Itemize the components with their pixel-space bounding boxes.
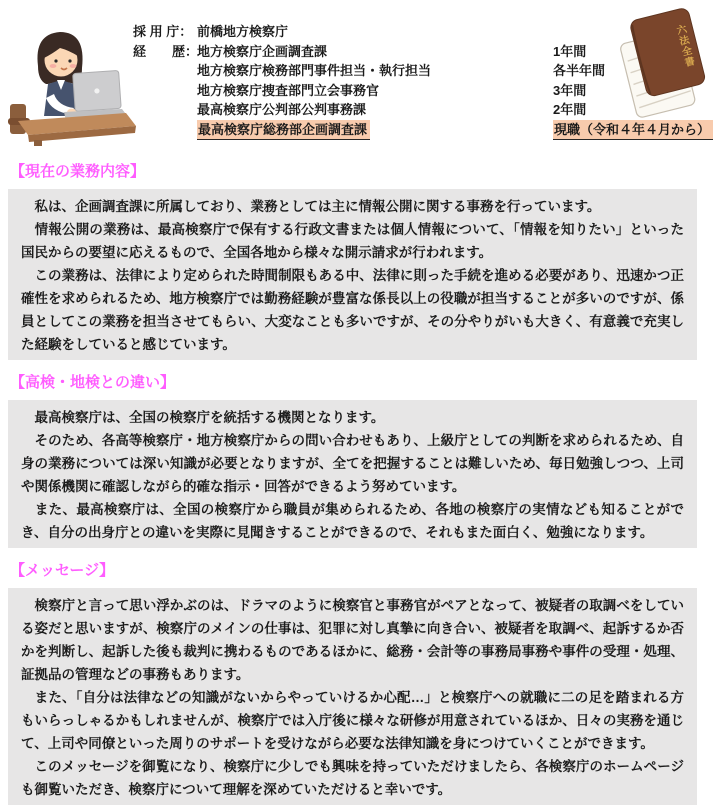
paragraph: 最高検察庁は、全国の検察庁を統括する機関となります。 [21, 410, 385, 425]
paragraph: また、「自分は法律などの知識がないからやっていけるか心配…」と検察庁への就職に二の足を踏まれる方もいらっしゃるかもしれませんが、検察庁では入庁後に様々な研修が用意されているほか、日々の実務を通じて、上司や同僚といった周りのサポートを受けながら必要な法律知識を身につけていくことができます。 [21, 690, 684, 751]
section-title: 【現在の業務内容】 [10, 163, 146, 180]
section-current-duties [8, 162, 697, 360]
law-book-graphic [614, 8, 718, 126]
paragraph: 私は、企画調査課に所属しており、業務としては主に情報公開に関する事務を行っています。 [21, 199, 601, 214]
woman-at-laptop-illustration [8, 20, 138, 146]
section-box [8, 588, 697, 805]
recruit-office-value: 前橋地方検察庁 [197, 24, 289, 39]
paragraph: また、最高検察庁は、全国の検察庁から職員が集められるため、各地の検察庁の実情なども知ることができ、自分の出身庁との違いを実際に見聞きすることができるので、それもまた面白く、勉強になります。 [21, 502, 684, 540]
career-post: 地方検察庁企画調査課 [197, 43, 328, 59]
career-post: 地方検察庁検務部門事件担当・執行担当 [197, 63, 432, 78]
section-box [8, 189, 697, 360]
section-box [8, 400, 697, 548]
paragraph: 情報公開の業務は、最高検察庁で保有する行政文書または個人情報について、「情報を知りたい」といった国民からの要望に応えるもので、全国各地から様々な開示請求が行われます。 [21, 222, 684, 260]
blush-left [50, 64, 57, 68]
section-message [8, 561, 697, 805]
section-title: 【高検・地検との違い】 [10, 374, 176, 391]
eye-right [68, 59, 71, 62]
current-post-highlight: 最高検察庁総務部企画調査課 [197, 120, 370, 141]
profile-header [0, 0, 720, 158]
career-post-current [197, 120, 553, 141]
career-duration: 2年間 [553, 102, 587, 117]
paragraph: そのため、各高等検察庁・地方検察庁からの問い合わせもあり、上級庁としての判断を求められるため、自身の業務については深い知識が必要となりますが、全てを把握することは難しいため、毎日勉強しつつ、上司や関係機関に確認しながら的確な指示・回答ができるよう努めています。 [21, 433, 684, 494]
current-duration-highlight: 現職（令和４年４月から） [553, 120, 713, 141]
law-book-illustration [614, 8, 718, 126]
section-difference [8, 373, 697, 548]
career-label: 経 歴： [133, 43, 199, 59]
recruit-office-label: 採 用 庁： [133, 24, 193, 39]
career-post: 最高検察庁公判部公判事務課 [197, 102, 367, 117]
eye-left [54, 59, 57, 62]
career-duration: 各半年間 [553, 63, 606, 78]
career-post: 地方検察庁捜査部門立会事務官 [197, 82, 380, 98]
career-duration: 3年間 [553, 82, 587, 98]
career-duration: 1年間 [553, 43, 587, 59]
blush-right [70, 64, 77, 68]
paragraph: この業務は、法律により定められた時間制限もある中、法律に則った手続を進める必要があり、迅速かつ正確性を求められるため、地方検察庁では勤務経験が豊富な係長以上の役職が担当することが多いのですが、係員としてこの業務を担当させてもらい、大変なことも多いですが、その分やりがいも大きく、有意義で充実した経験をしていると感じています。 [21, 268, 684, 352]
section-title: 【メッセージ】 [10, 562, 115, 579]
book-title: 六法全書 [673, 23, 695, 70]
laptop [73, 70, 122, 111]
paragraph: 検察庁と言って思い浮かぶのは、ドラマのように検察官と事務官がペアとなって、被疑者の取調べをしている姿だと思いますが、検察庁のメインの仕事は、犯罪に対し真摯に向き合い、被疑者を取調べ、起訴するか否かを判断し、起訴した後も裁判に携わるものであるほかに、総務・会計等の事務局事務や事件の受理・処理、証拠品の管理などの事務もあります。 [21, 598, 684, 682]
paragraph: このメッセージを御覧になり、検察庁に少しでも興味を持っていただけましたら、各検察庁のホームページも御覧いただき、検察庁について理解を深めていただけると幸いです。 [21, 759, 684, 797]
desk-leg [34, 140, 42, 146]
